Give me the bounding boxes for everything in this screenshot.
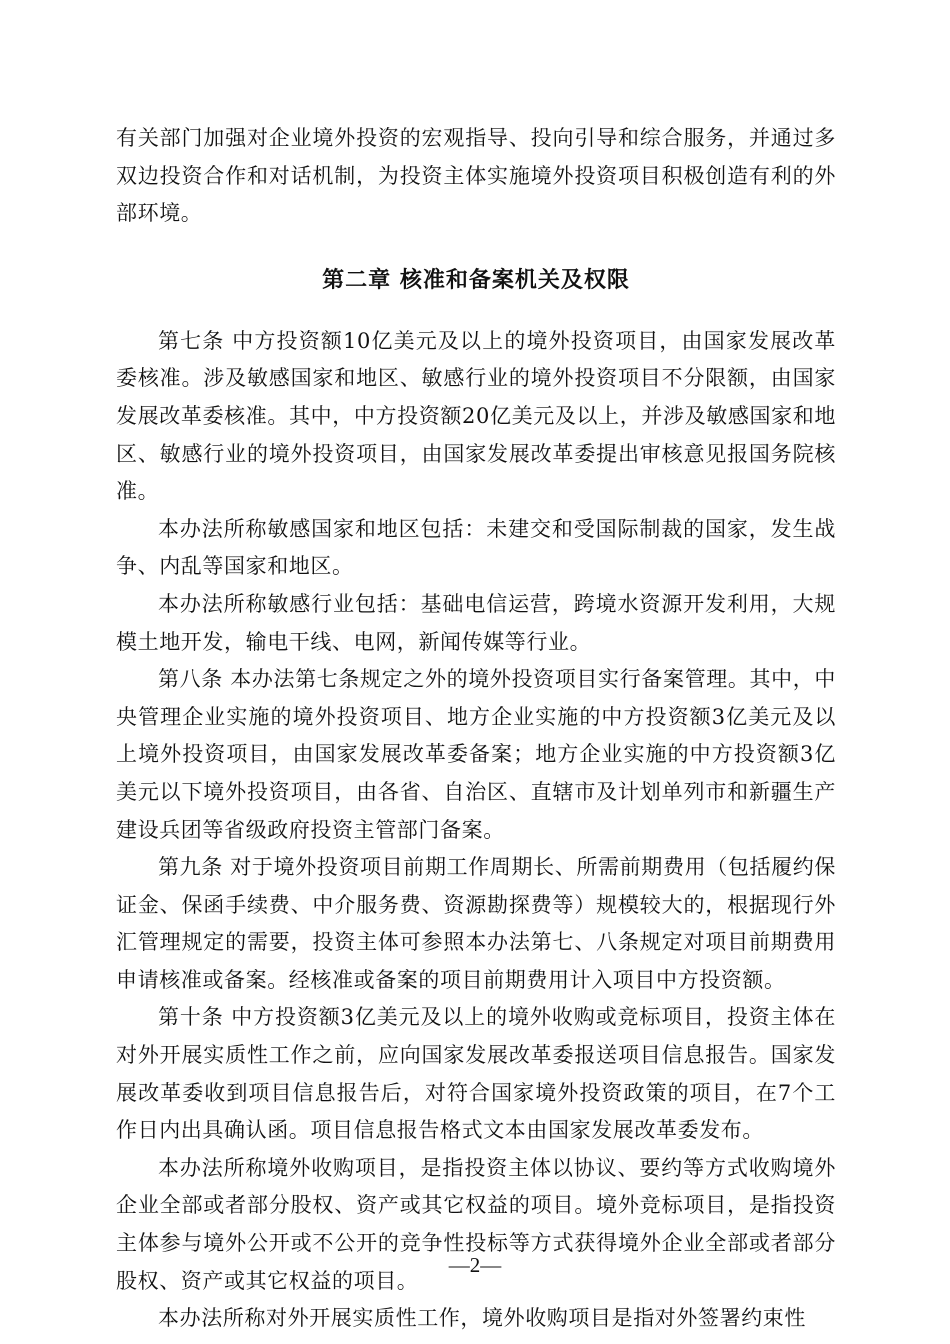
chapter-heading: 第二章 核准和备案机关及权限 [322,267,630,293]
document-page [116,120,836,1338]
article-7-paragraph: 第七条 中方投资额10亿美元及以上的境外投资项目，由国家发展改革委核准。涉及敏感国家和地区、敏感行业的境外投资项目不分限额，由国家发展改革委核准。其中，中方投资额20亿美元及以上，并涉及敏感国家和地区、敏感行业的境外投资项目，由国家发展改革委提出审核意见报国务院核准。 [116,328,836,504]
sensitive-industries-paragraph: 本办法所称敏感行业包括：基础电信运营，跨境水资源开发利用，大规模土地开发，输电干线、电网，新闻传媒等行业。 [116,591,836,654]
acquisition-definition-paragraph: 本办法所称境外收购项目，是指投资主体以协议、要约等方式收购境外企业全部或者部分股权、资产或其它权益的项目。境外竞标项目，是指投资主体参与境外公开或不公开的竞争性投标等方式获得境外企业全部或者部分股权、资产或其它权益的项目。 [116,1155,836,1293]
page-number: —2— [448,1253,502,1277]
article-9-paragraph: 第九条 对于境外投资项目前期工作周期长、所需前期费用（包括履约保证金、保函手续费、中介服务费、资源勘探费等）规模较大的，根据现行外汇管理规定的需要，投资主体可参照本办法第七、八条规定对项目前期费用申请核准或备案。经核准或备案的项目前期费用计入项目中方投资额。 [116,855,836,992]
article-8-paragraph: 第八条 本办法第七条规定之外的境外投资项目实行备案管理。其中，中央管理企业实施的境外投资项目、地方企业实施的中方投资额3亿美元及以上境外投资项目，由国家发展改革委备案；地方企业实施的中方投资额3亿美元以下境外投资项目，由各省、自治区、直辖市及计划单列市和新疆生产建设兵团等省级政府投资主管部门备案。 [116,667,836,842]
substantive-work-paragraph: 本办法所称对外开展实质性工作，境外收购项目是指对外签署约束性 [158,1306,806,1331]
article-10-paragraph: 第十条 中方投资额3亿美元及以上的境外收购或竞标项目，投资主体在对外开展实质性工作之前，应向国家发展改革委报送项目信息报告。国家发展改革委收到项目信息报告后，对符合国家境外投资政策的项目，在7个工作日内出具确认函。项目信息报告格式文本由国家发展改革委发布。 [116,1005,836,1143]
sensitive-regions-paragraph: 本办法所称敏感国家和地区包括：未建交和受国际制裁的国家，发生战争、内乱等国家和地区。 [116,516,836,579]
intro-paragraph: 有关部门加强对企业境外投资的宏观指导、投向引导和综合服务，并通过多双边投资合作和对话机制，为投资主体实施境外投资项目积极创造有利的外部环境。 [116,126,836,226]
